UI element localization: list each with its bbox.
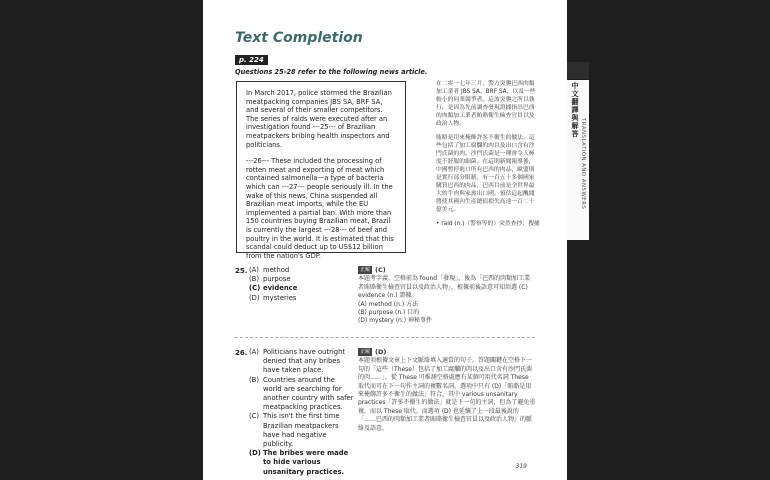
side-label-chinese: 中文翻譯與解答	[571, 82, 579, 138]
answer-badge: 正解	[360, 267, 371, 273]
side-label-english: TRANSLATION AND ANSWERS	[580, 118, 586, 210]
question-reference: Questions 25-28 refer to the following news article.	[235, 68, 428, 76]
page-number: 319	[515, 463, 527, 470]
option-c-correct: (C) evidence	[249, 284, 298, 293]
translation-paragraph-1: 在二零一七年三月，警方突襲巴西肉類加工業者 JBS SA、BRF SA，以及一些較小的同業競爭者。這波突襲之所以執行，是因為先前調查發現證據指出巴西的肉類加工業者賄賂衛生檢查官員以及政治人物。	[436, 81, 536, 127]
option-d-correct: (D) The bribes were made to hide various unsanitary practices.	[249, 449, 349, 476]
question-25-number: 25.	[235, 267, 248, 275]
option-b: (B) Countries around the world are searching for another country with safer meatpacking practices.	[249, 375, 354, 412]
side-tab-marker	[567, 62, 589, 79]
answer-explanation: 本題考字義，空格前為 found「發現」，後為「巴西的肉類加工業者賄賂衛生檢查官員以及政治人物」，根據前後語意可知須選 (C) evidence (n.) 證據。	[358, 275, 531, 300]
option-a: (A) Politicians have outright denied that any bribes have taken place.	[249, 348, 346, 375]
question-divider	[235, 337, 535, 338]
question-25-answer	[358, 266, 536, 326]
page-reference-tag: p. 224	[235, 55, 268, 65]
question-26-number: 26.	[235, 349, 248, 357]
news-article-box	[236, 81, 406, 260]
option-d: (D) mysteries	[249, 293, 297, 302]
glossary-a: (A) method (n.) 方法	[358, 300, 419, 308]
glossary-b: (B) purpose (n.) 目的	[358, 309, 420, 317]
section-title: Text Completion	[235, 30, 363, 46]
article-paragraph-1: In March 2017, police stormed the Brazilian meatpacking companies JBS SA, BRF SA, and several of their smaller competitors. The series of raids were executed after an investigation found ---25--- of Brazilian meatpackers bribing health inspectors and politicians.	[246, 89, 392, 149]
glossary-d: (D) mystery (n.) 神秘事件	[358, 317, 432, 325]
answer-letter: (C)	[375, 266, 386, 274]
vocab-note: • raid (n.)（警察等的）突然查抄；搜捕	[436, 221, 540, 227]
option-b: (B) purpose	[249, 275, 291, 284]
translation-paragraph-2: 賄賂是用來掩飾許多不衛生的做法。這些包括了加工腐爛的肉以及出口含有沙門氏菌的肉。沙門氏菌是一種會令人極度不舒服的細菌。在這則新聞報導後，中國暫停進口所有巴西的肉品，歐盟則是實行部分限制。有一百五十多個國家購買巴西的肉品，巴西目前是全世界最大的牛肉與家禽出口國。預估這起醜聞將使其國內生產總值損失高達一百二十億美元。	[436, 135, 535, 213]
answer-letter: (D)	[375, 348, 387, 356]
question-25-options	[249, 266, 349, 303]
chinese-translation	[436, 80, 540, 234]
question-26-answer	[358, 348, 536, 433]
option-c: (C) This isn't the first time Brazilian meatpackers have had negative publicity.	[249, 412, 340, 449]
answer-explanation: 本題須根據文章上下文脈絡填入適當的句子。答題關鍵在空格下一句的「這些（These）包括了加工腐爛的肉以及出口含有沙門氏菌的肉……」，從 These 可推測空格處應有某個可用代名詞 These 取代而可在下一句作主詞的複數名詞，選項中只有 (D)「賄賂是用來掩飾許多不衛生的做法」符合，其中 various unsanitary practices「許多不衛生的做法」就是下一句的主詞，但為了避免重複，而以 These 取代。而選項 (D) 也延續了上一段最後說的「……巴西的肉類加工業者賄賂衛生檢查官員以及政治人物」的脈絡及語意。	[358, 357, 536, 432]
article-paragraph-2: ---26--- These included the processing of rotten meat and exporting of meat which contained salmonella—a type of bacteria which can ---27--- people seriously ill. In the wake of this news, China suspended all Brazilian meat imports, while the EU implemented a partial ban. With more than 150 countries buying Brazilian meat, Brazil is currently the largest ---28--- of beef and poultry in the world. It is estimated that this scandal could deduct up to US$12 billion from the nation's GDP.	[246, 157, 394, 260]
answer-badge: 正解	[360, 349, 371, 355]
book-page	[203, 0, 567, 480]
question-26-options	[249, 348, 355, 477]
option-a: (A) method	[249, 266, 290, 274]
